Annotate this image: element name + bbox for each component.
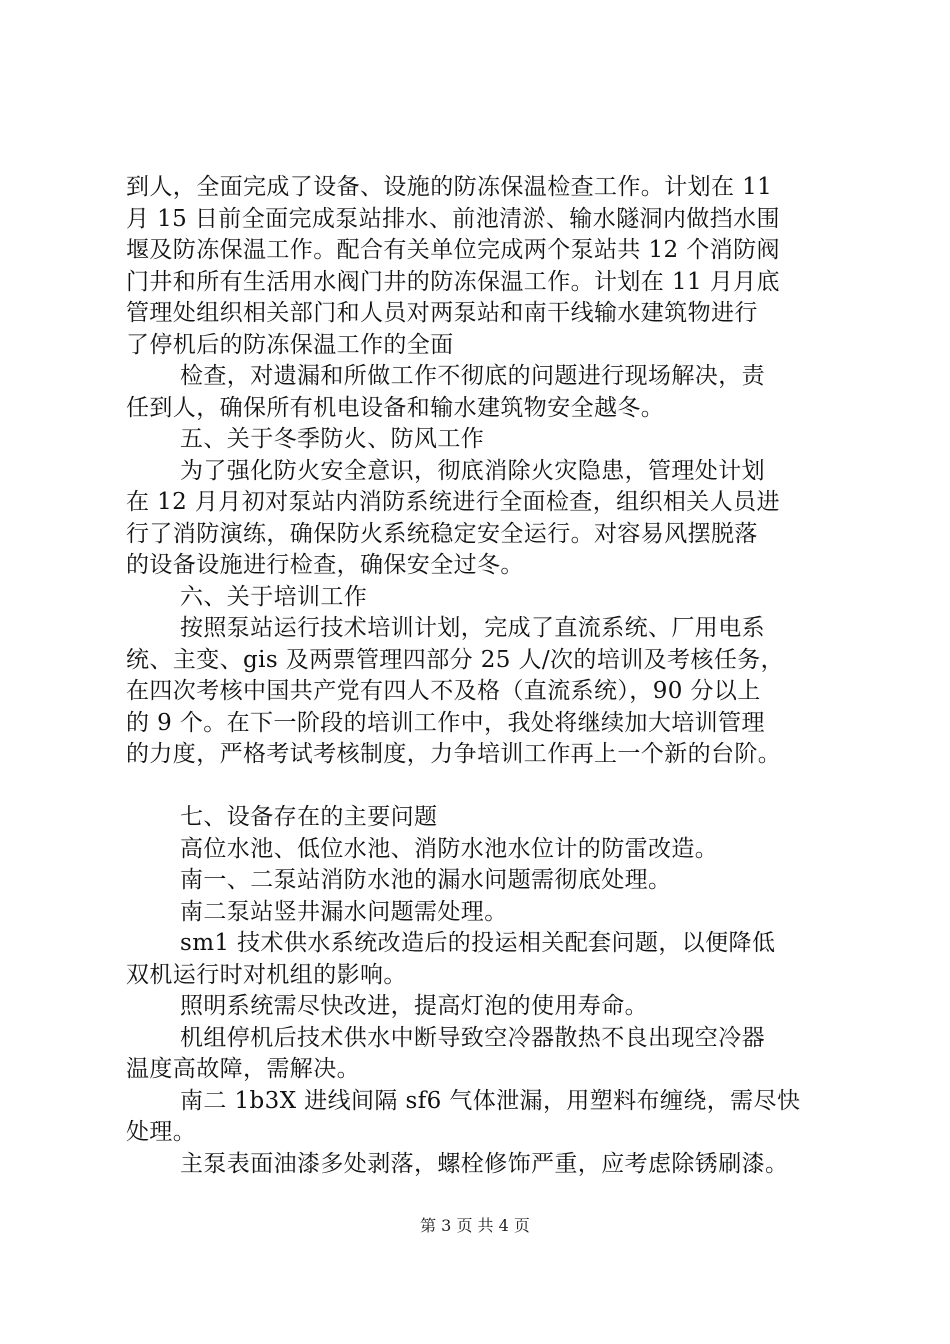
text-line: 行了消防演练，确保防火系统稳定安全运行。对容易风摆脱落 [126, 520, 758, 547]
text-line: 温度高故障，需解决。 [126, 1056, 360, 1082]
text-line: 七、设备存在的主要问题 [180, 804, 438, 830]
text-line: 统、主变、gis 及两票管理四部分 25 人/次的培训及考核任务， [126, 646, 785, 673]
text-line: 的设备设施进行检查，确保安全过冬。 [126, 552, 524, 578]
text-line: 堰及防冻保温工作。配合有关单位完成两个泵站共 12 个消防阀 [126, 237, 780, 263]
page-footer: 第 3 页 共 4 页 [420, 1216, 530, 1235]
document-body [126, 172, 846, 1180]
text-line: 检查，对遗漏和所做工作不彻底的问题进行现场解决，责 [180, 363, 765, 389]
text-line: 南二 1b3X 进线间隔 sf6 气体泄漏，用塑料布缠绕，需尽快 [180, 1087, 801, 1114]
text-line: 在四次考核中国共产党有四人不及格（直流系统），90 分以上 [126, 678, 761, 704]
text-line: 月 15 日前全面完成泵站排水、前池清淤、输水隧洞内做挡水围 [126, 205, 780, 232]
text-line: 了停机后的防冻保温工作的全面 [126, 331, 454, 358]
text-line: 任到人，确保所有机电设备和输水建筑物安全越冬。 [126, 394, 665, 421]
text-line: 双机运行时对机组的影响。 [126, 961, 407, 988]
text-line: 六、关于培训工作 [180, 583, 368, 610]
text-line: 南一、二泵站消防水池的漏水问题需彻底处理。 [180, 867, 672, 893]
text-line: 的力度，严格考试考核制度，力争培训工作再上一个新的台阶。 [126, 741, 782, 767]
text-line: 按照泵站运行技术培训计划，完成了直流系统、厂用电系 [180, 615, 765, 641]
text-line: sm1 技术供水系统改造后的投运相关配套问题，以便降低 [180, 930, 776, 956]
text-line: 在 12 月月初对泵站内消防系统进行全面检查，组织相关人员进 [126, 489, 780, 515]
text-line: 为了强化防火安全意识，彻底消除火灾隐患，管理处计划 [180, 457, 765, 484]
text-line: 主泵表面油漆多处剥落，螺栓修饰严重，应考虑除锈刷漆。 [180, 1150, 789, 1177]
blank-line [126, 771, 846, 803]
text-line: 的 9 个。在下一阶段的培训工作中，我处将继续加大培训管理 [126, 709, 765, 736]
text-line: 南二泵站竖井漏水问题需处理。 [180, 898, 508, 925]
text-line: 管理处组织相关部门和人员对两泵站和南干线输水建筑物进行 [126, 300, 758, 326]
text-line: 照明系统需尽快改进，提高灯泡的使用寿命。 [180, 993, 648, 1019]
text-line: 门井和所有生活用水阀门井的防冻保温工作。计划在 11 月月底 [126, 268, 780, 295]
text-line: 高位水池、低位水池、消防水池水位计的防雷改造。 [180, 835, 719, 862]
text-line: 处理。 [126, 1119, 197, 1145]
text-line: 五、关于冬季防火、防风工作 [180, 426, 485, 452]
text-line: 机组停机后技术供水中断导致空冷器散热不良出现空冷器 [180, 1024, 765, 1051]
text-line: 到人，全面完成了设备、设施的防冻保温检查工作。计划在 11 [126, 174, 773, 200]
